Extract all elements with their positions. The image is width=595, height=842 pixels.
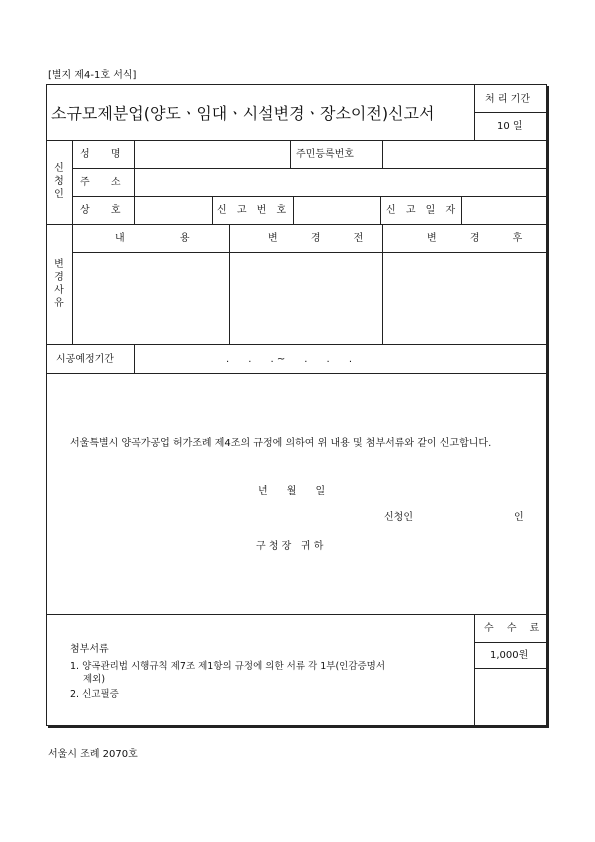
address-label: 주 소 <box>80 177 130 188</box>
rule-applicant-bottom <box>46 224 547 225</box>
seal-label: 인 <box>514 512 524 523</box>
rule-change-col-1 <box>229 224 230 344</box>
rule-resident-left <box>290 140 291 168</box>
change-before-field[interactable] <box>231 254 380 342</box>
rule-resident-right <box>382 140 383 168</box>
fee-box-divider-1 <box>474 642 547 643</box>
change-content-header: 내 용 <box>115 233 216 244</box>
rule-group-label-col <box>72 140 73 344</box>
rule-period-bottom <box>46 373 547 374</box>
rule-change-header-bottom <box>72 252 547 253</box>
construction-period-label: 시공예정기간 <box>56 354 114 365</box>
attachment-item-1: 1. 양곡관리법 시행규칙 제7조 제1항의 규정에 의한 서류 각 1부(인감증명서 <box>70 661 386 672</box>
rule-applicant-label-col <box>134 140 135 224</box>
applicant-signature-label: 신청인 <box>384 512 413 523</box>
name-label: 성 명 <box>80 149 130 160</box>
address-field[interactable] <box>136 170 545 194</box>
rule-address-bottom <box>72 196 547 197</box>
rule-declaration-bottom <box>46 614 547 615</box>
frame-shadow-bottom <box>48 726 549 728</box>
declaration-date[interactable]: 년 월 일 <box>258 486 326 497</box>
business-name-field[interactable] <box>136 198 210 222</box>
resident-no-label: 주민등록번호 <box>296 149 354 160</box>
processing-period-label: 처 리 기간 <box>485 94 530 105</box>
declaration-text: 서울특별시 양곡가공업 허가조례 제4조의 규정에 의하여 위 내용 및 첨부서류와 같이 신고합니다. <box>70 438 492 449</box>
applicant-group-label: 신 청 인 <box>54 163 64 200</box>
change-before-header: 변 경 전 <box>268 233 379 244</box>
fee-box-left <box>474 614 475 726</box>
frame-shadow-right <box>547 86 549 728</box>
change-content-field[interactable] <box>74 254 227 342</box>
report-date-label: 신 고 일 자 <box>386 205 459 216</box>
report-date-field[interactable] <box>463 198 545 222</box>
resident-no-field[interactable] <box>384 142 545 166</box>
recipient-label: 구 청 장 귀 하 <box>256 541 324 552</box>
rule-header-bottom <box>46 140 547 141</box>
attachment-item-1-cont: 제외) <box>83 674 106 685</box>
rule-report-date-right <box>461 196 462 224</box>
name-field[interactable] <box>136 142 288 166</box>
rule-name-bottom <box>72 168 547 169</box>
report-no-field[interactable] <box>295 198 378 222</box>
form-title: 소규모제분업(양도ㆍ임대ㆍ시설변경ㆍ장소이전)신고서 <box>51 104 435 123</box>
change-after-header: 변 경 후 <box>427 233 538 244</box>
report-no-label: 신 고 번 호 <box>217 205 290 216</box>
business-name-label: 상 호 <box>80 205 130 216</box>
fee-label: 수 수 료 <box>484 623 545 634</box>
construction-period-value[interactable]: . . . ~ . . . <box>226 354 352 365</box>
rule-period-label-col <box>134 344 135 373</box>
fee-amount: 1,000원 <box>490 650 529 661</box>
rule-report-date-left <box>380 196 381 224</box>
form-number-label: [별지 제4-1호 서식] <box>48 70 137 81</box>
attachments-title: 첨부서류 <box>70 644 109 655</box>
ordinance-footer: 서울시 조례 2070호 <box>48 749 138 760</box>
fee-box-divider-2 <box>474 668 547 669</box>
rule-change-col-2 <box>382 224 383 344</box>
change-reason-group-label: 변 경 사 유 <box>54 259 64 309</box>
rule-report-no-right <box>293 196 294 224</box>
rule-report-no-left <box>212 196 213 224</box>
processing-box-divider <box>474 112 547 113</box>
attachment-item-2: 2. 신고필증 <box>70 689 119 700</box>
processing-days: 10 일 <box>497 121 523 132</box>
rule-change-bottom <box>46 344 547 345</box>
change-after-field[interactable] <box>384 254 545 342</box>
